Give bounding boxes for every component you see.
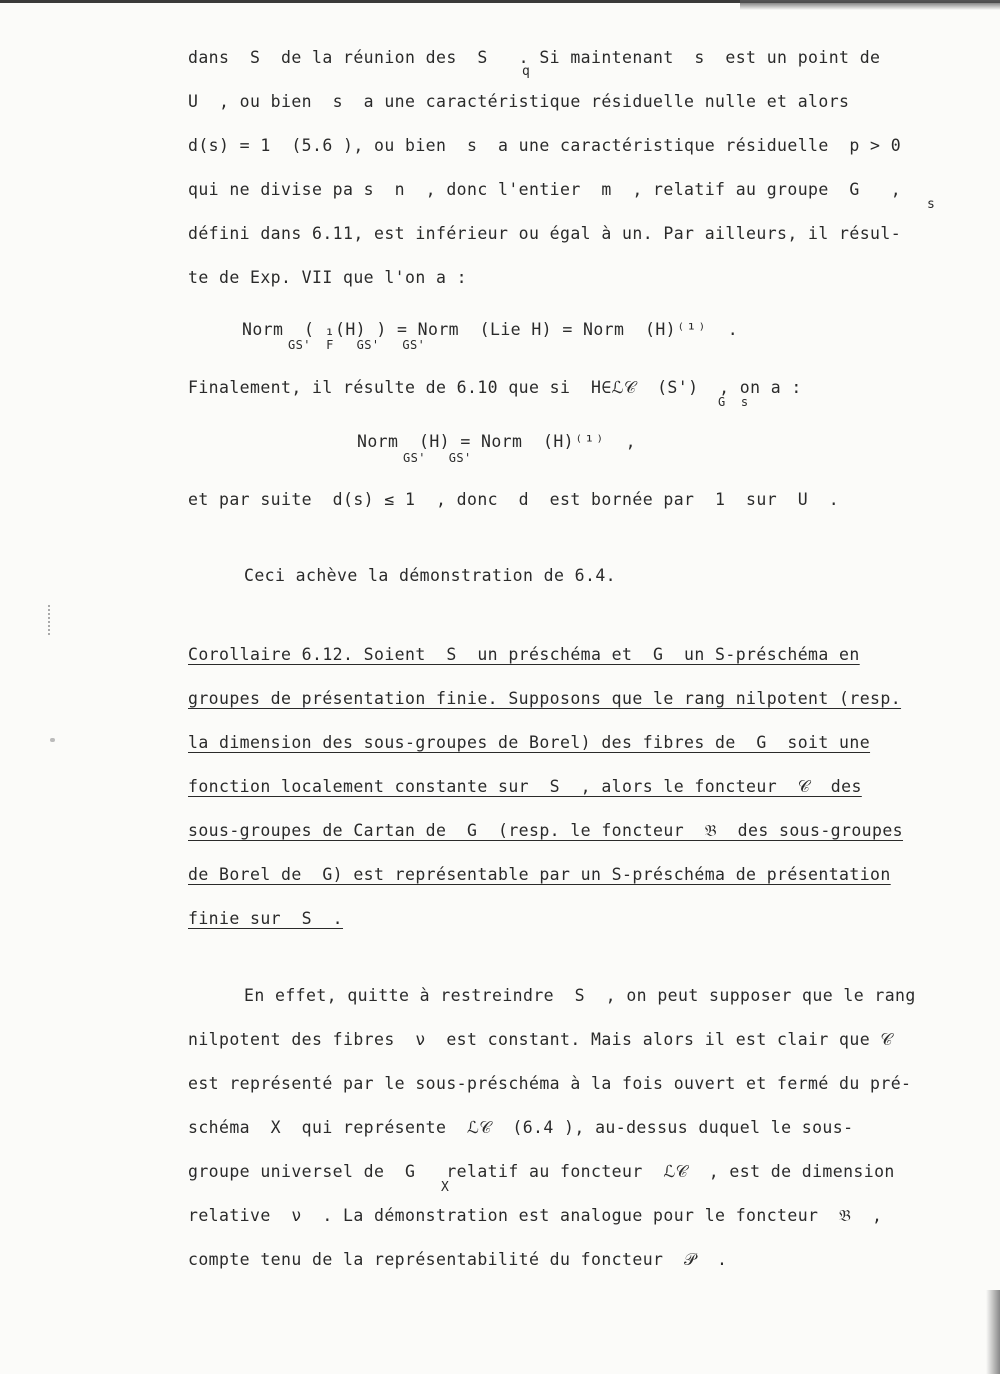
text-line-9: Ceci achève la démonstration de 6.4. — [244, 566, 617, 585]
text-line-6: te de Exp. VII que l'on a : — [188, 268, 468, 287]
equation-1-subscripts: GS' F GS' GS' — [288, 338, 426, 352]
proof-line-2: nilpotent des fibres ν est constant. Mais alors il est clair que 𝒞 — [188, 1030, 893, 1049]
equation-2: Norm (H) = Norm (H)⁽¹⁾ , — [357, 432, 637, 451]
proof-line-4: schéma X qui représente ℒ𝒞 (6.4 ), au-dessus duquel le sous- — [188, 1118, 854, 1137]
scan-specks — [48, 605, 54, 635]
text-line-4: qui ne divise pa s n , donc l'entier m , relatif au groupe G , — [188, 180, 902, 199]
scan-right-shadow — [986, 1290, 1000, 1374]
text-line-3: d(s) = 1 (5.6 ), ou bien s a une caractéristique résiduelle p > 0 — [188, 136, 902, 155]
corollary-line-2: groupes de présentation finie. Supposons que le rang nilpotent (resp. — [188, 689, 902, 708]
equation-1: Norm ( ₁(H) ) = Norm (Lie H) = Norm (H)⁽¹⁾ . — [242, 320, 739, 339]
subscript-s: s — [927, 197, 936, 212]
scan-speck — [50, 738, 55, 742]
proof-line-3: est représenté par le sous-préschéma à la fois ouvert et fermé du pré- — [188, 1074, 912, 1093]
text-line-2: U , ou bien s a une caractéristique résiduelle nulle et alors — [188, 92, 850, 111]
text-line-1: dans S de la réunion des S . Si maintenant s est un point de — [188, 48, 881, 67]
subscript-q: q — [522, 64, 531, 79]
corollary-line-4: fonction localement constante sur S , alors le foncteur 𝒞 des — [188, 777, 862, 796]
corollary-line-1: Corollaire 6.12. Soient S un préschéma et G un S-préschéma en — [188, 645, 860, 664]
subscript-gs: G s — [718, 395, 749, 409]
corollary-line-7: finie sur S . — [188, 909, 344, 928]
corollary-line-3: la dimension des sous-groupes de Borel) des fibres de G soit une — [188, 733, 871, 752]
text-line-8: et par suite d(s) ≤ 1 , donc d est bornée par 1 sur U . — [188, 490, 840, 509]
proof-line-1: En effet, quitte à restreindre S , on peut supposer que le rang — [244, 986, 916, 1005]
corollary-line-5: sous-groupes de Cartan de G (resp. le foncteur 𝔅 des sous-groupes — [188, 821, 904, 840]
subscript-x: X — [441, 1180, 450, 1195]
scan-shadow — [740, 0, 1000, 10]
corollary-line-6: de Borel de G) est représentable par un S-préschéma de présentation — [188, 865, 891, 884]
equation-2-subscripts: GS' GS' — [403, 451, 472, 465]
proof-line-6: relative ν . La démonstration est analogue pour le foncteur 𝔅 , — [188, 1206, 883, 1225]
proof-line-5: groupe universel de G relatif au foncteur ℒ𝒞 , est de dimension — [188, 1162, 895, 1181]
proof-line-7: compte tenu de la représentabilité du foncteur 𝒫 . — [188, 1250, 728, 1269]
text-line-5: défini dans 6.11, est inférieur ou égal à un. Par ailleurs, il résul- — [188, 224, 902, 243]
text-line-7: Finalement, il résulte de 6.10 que si H∈ℒ𝒞 (S') , on a : — [188, 378, 802, 397]
